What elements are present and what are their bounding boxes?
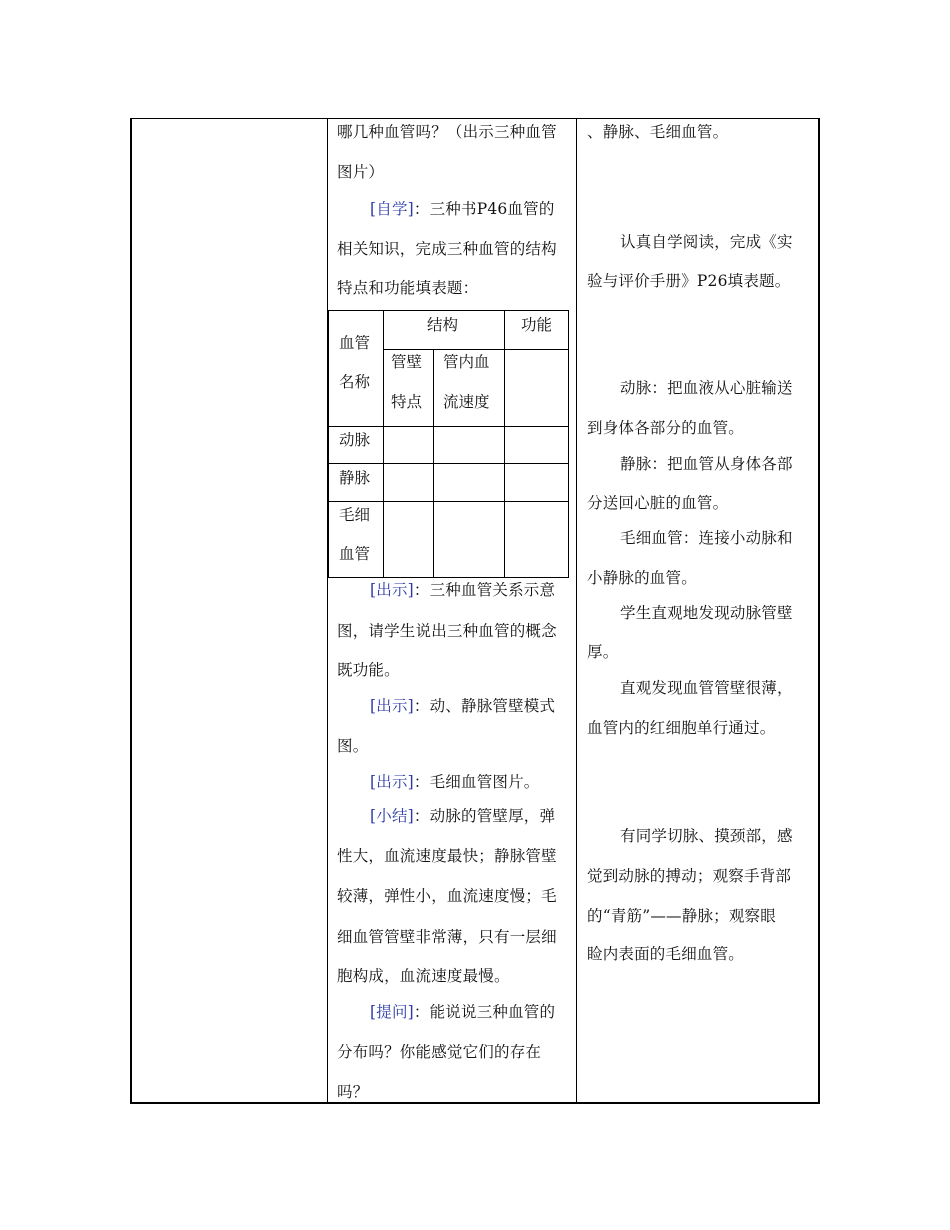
- teacher-text-line: 性大，血流速度最快；静脉管壁: [337, 847, 557, 865]
- summary-text: ：动脉的管壁厚，弹: [413, 807, 556, 825]
- student-text-line: 直观发现血管管壁很薄，: [620, 679, 793, 697]
- header-wall: 特点: [391, 393, 423, 411]
- header-function: 功能: [521, 316, 553, 334]
- header-speed: 流速度: [443, 393, 490, 411]
- student-text-line: 血管内的红细胞单行通过。: [587, 719, 776, 737]
- ask-text: ：能说说三种血管的: [413, 1003, 556, 1021]
- teacher-text-line: 图。: [337, 737, 369, 755]
- summary-tag: [小结]: [370, 807, 414, 825]
- student-text-line: 学生直观地发现动脉管壁: [620, 604, 793, 622]
- header-speed: 管内血: [443, 353, 490, 371]
- teacher-text-line: 特点和功能填表题：: [337, 279, 479, 297]
- show1-tag: [出示]: [370, 581, 414, 599]
- student-text-line: 认真自学阅读，完成《实: [620, 233, 793, 251]
- row-vein: 静脉: [339, 469, 371, 487]
- student-text-line: 厚。: [587, 643, 619, 661]
- column-divider-left: [327, 119, 328, 1102]
- row-artery: 动脉: [339, 431, 371, 449]
- show3-tag: [出示]: [370, 773, 414, 791]
- zixue-tag: [自学]: [370, 200, 414, 218]
- ask-paragraph: [370, 1002, 555, 1022]
- zixue-text: ：三种书P46血管的: [413, 200, 555, 218]
- teacher-text-line: 胞构成，血流速度最慢。: [337, 967, 510, 985]
- student-text-line: 小静脉的血管。: [587, 569, 697, 587]
- zixue-paragraph: [370, 199, 555, 219]
- teacher-text-line: 细血管管壁非常薄，只有一层细: [337, 928, 557, 946]
- show2-paragraph: [370, 696, 555, 716]
- ask-tag: [提问]: [370, 1003, 414, 1021]
- lesson-table: [130, 118, 820, 1104]
- student-text-line: 动脉：把血液从心脏输送: [620, 379, 793, 397]
- student-text-line: 验与评价手册》P26填表题。: [587, 272, 791, 290]
- show2-text: ：动、静脉管壁模式: [413, 697, 556, 715]
- teacher-text-line: 分布吗？你能感觉它们的存在: [337, 1043, 542, 1061]
- header-vessel-name: 血管: [339, 334, 371, 352]
- student-text-line: 睑内表面的毛细血管。: [587, 945, 745, 963]
- vessel-structure-table: [328, 310, 569, 578]
- student-text-line: 、静脉、毛细血管。: [587, 123, 729, 141]
- row-capillary: 毛细: [339, 506, 371, 524]
- show1-text: ：三种血管关系示意: [413, 581, 556, 599]
- student-text-line: 毛细血管：连接小动脉和: [620, 529, 793, 547]
- teacher-text-line: 图片）: [337, 163, 385, 181]
- teacher-text-line: 较薄，弹性小，血流速度慢；毛: [337, 887, 557, 905]
- teacher-text-line: 哪几种血管吗？（出示三种血管: [337, 123, 557, 141]
- teacher-text-line: 既功能。: [337, 661, 400, 679]
- student-text-line: 的“青筋”——静脉；观察眼: [587, 907, 776, 925]
- summary-paragraph: [370, 806, 555, 826]
- header-wall: 管壁: [391, 353, 423, 371]
- header-structure: 结构: [427, 316, 459, 334]
- row-capillary: 血管: [339, 545, 371, 563]
- teacher-text-line: 吗？: [337, 1083, 369, 1101]
- column-divider-right: [576, 119, 577, 1102]
- show2-tag: [出示]: [370, 697, 414, 715]
- student-text-line: 分送回心脏的血管。: [587, 494, 729, 512]
- show3-text: ：毛细血管图片。: [413, 773, 540, 791]
- show3-paragraph: [370, 772, 540, 792]
- teacher-text-line: 相关知识，完成三种血管的结构: [337, 240, 557, 258]
- student-text-line: 到身体各部分的血管。: [587, 419, 745, 437]
- show1-paragraph: [370, 580, 555, 600]
- student-text-line: 有同学切脉、摸颈部，感: [620, 827, 793, 845]
- student-text-line: 静脉：把血管从身体各部: [620, 455, 793, 473]
- teacher-text-line: 图，请学生说出三种血管的概念: [337, 622, 557, 640]
- header-vessel-name: 名称: [339, 373, 371, 391]
- student-text-line: 觉到动脉的搏动；观察手背部: [587, 867, 792, 885]
